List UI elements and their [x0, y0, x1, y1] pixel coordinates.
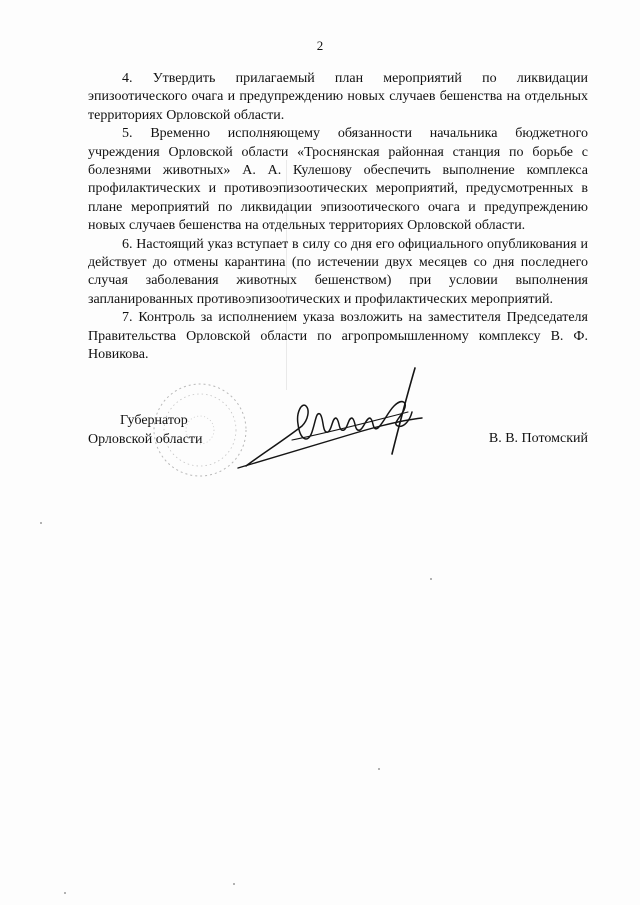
scan-speck [64, 892, 66, 894]
signature-block [88, 412, 588, 452]
scan-speck [430, 578, 432, 580]
signer-title-line2: Орловской области [88, 431, 203, 447]
signer-title [88, 412, 203, 449]
paragraph-6: 6. Настоящий указ вступает в силу со дня его официального опубликования и действует до отмены карантина (по истечении двух месяцев со дня последнего случая заболевания животных бешенством) при условии выполнения запланированных противоэпизоотических и профилактических мероприятий. [88, 236, 588, 307]
paragraph-7: 7. Контроль за исполнением указа возложить на заместителя Председателя Правительства Орловской области по агропромышленному комплексу В. Ф. Новикова. [88, 310, 588, 363]
scan-speck [233, 883, 235, 885]
signer-title-line1: Губернатор [120, 413, 188, 428]
paragraph-5: 5. Временно исполняющему обязанности начальника бюджетного учреждения Орловской области «Троснянская районная станция по борьбе с болезнями животных» А. А. Кулешову обеспечить выполнение комплекса профилактических и противоэпизоотических мероприятий, предусмотренных в плане мероприятий по ликвидации эпизоотического очага и предупреждению новых случаев бешенства на отдельных территориях Орловской области. [88, 126, 588, 234]
scan-speck [378, 768, 380, 770]
paragraph-4: 4. Утвердить прилагаемый план мероприятий по ликвидации эпизоотического очага и предупреждению новых случаев бешенства на отдельных территориях Орловской области. [88, 71, 588, 123]
scan-speck [40, 522, 42, 524]
document-body [88, 70, 588, 365]
signer-name: В. В. Потомский [488, 431, 588, 446]
page-number: 2 [316, 38, 324, 53]
